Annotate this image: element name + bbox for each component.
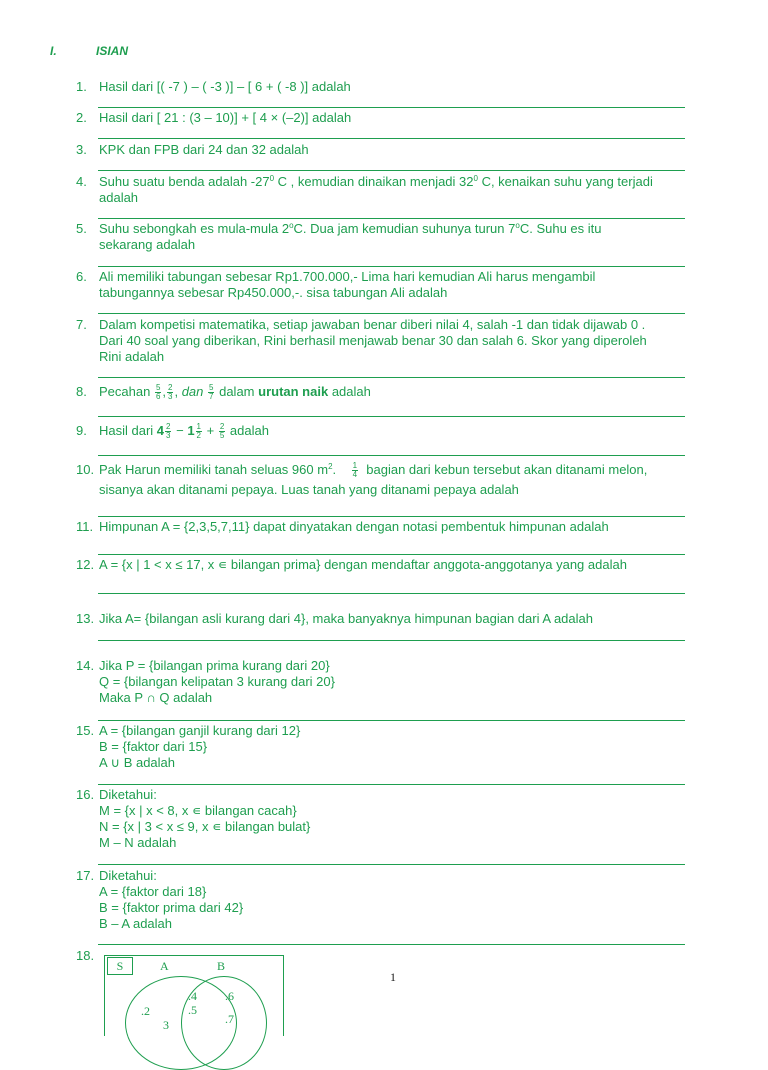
text-segment: adalah: [99, 190, 139, 205]
question-10: [76, 462, 686, 498]
question-number: 8.: [76, 384, 87, 399]
text-segment: bagian dari kebun tersebut akan ditanami melon,: [359, 462, 648, 477]
text-line: Diketahui:: [99, 868, 157, 883]
answer-line[interactable]: [98, 266, 685, 267]
answer-line[interactable]: [98, 720, 685, 721]
denominator: 6: [155, 392, 161, 402]
section-number: I.: [50, 44, 57, 58]
fraction: [208, 384, 214, 401]
numerator: 1: [196, 422, 201, 432]
question-text: A = {x | 1 < x ≤ 17, x ∊ bilangan prima} dengan mendaftar anggota-anggotanya yang adalah: [99, 557, 627, 572]
text-line: N = {x | 3 < x ≤ 9, x ∊ bilangan bulat}: [99, 819, 311, 834]
text-segment: C. Dua jam kemudian suhunya turun 7: [293, 221, 516, 236]
operator: −: [172, 423, 188, 438]
question-number: 17.: [76, 868, 95, 883]
element: .4: [188, 989, 197, 1003]
element: .2: [141, 1004, 150, 1018]
question-8: [76, 384, 686, 401]
text-segment: dalam: [215, 384, 259, 399]
superscript: 0: [473, 174, 478, 183]
question-text: [99, 868, 686, 932]
question-text: [99, 787, 686, 851]
text-line: A = {bilangan ganjil kurang dari 12}: [99, 723, 301, 738]
emphasis: urutan naik: [258, 384, 329, 399]
whole-number: 1: [187, 423, 195, 438]
whole-number: 4: [156, 423, 165, 438]
text-segment: sisanya akan ditanami pepaya. Luas tanah yang ditanami pepaya adalah: [99, 482, 519, 498]
answer-line[interactable]: [98, 107, 685, 108]
question-text: Hasil dari [ 21 : (3 – 10)] + [ 4 × (–2)] adalah: [99, 110, 352, 125]
text-segment: C , kemudian dinaikan menjadi 32: [274, 174, 474, 189]
text-segment: adalah: [226, 423, 269, 438]
numerator: 5: [209, 383, 214, 393]
text-segment: Suhu suatu benda adalah -27: [99, 174, 270, 189]
answer-line[interactable]: [98, 516, 685, 517]
answer-line[interactable]: [98, 593, 685, 594]
text-segment: Suhu sebongkah es mula-mula 2: [99, 221, 290, 236]
question-15: [76, 723, 686, 771]
text-line: Maka P ∩ Q adalah: [99, 690, 213, 705]
denominator: 7: [209, 392, 214, 402]
denominator: 4: [352, 470, 358, 480]
question-11: [76, 519, 686, 535]
denominator: 3: [168, 392, 173, 402]
question-number: 4.: [76, 174, 87, 189]
question-number: 14.: [76, 658, 95, 673]
question-number: 7.: [76, 317, 87, 332]
section-title: ISIAN: [96, 44, 129, 58]
fraction: [167, 384, 173, 401]
answer-line[interactable]: [98, 944, 685, 945]
text-line: A ∪ B adalah: [99, 755, 176, 770]
question-5: [76, 221, 686, 253]
question-number: 18.: [76, 948, 95, 963]
text-segment: Dalam kompetisi matematika, setiap jawaban benar diberi nilai 4, salah -1 dan tidak dijawab 0 .: [99, 317, 646, 332]
text-line: M – N adalah: [99, 835, 177, 850]
question-number: 3.: [76, 142, 87, 157]
section-heading: [50, 44, 128, 58]
denominator: 2: [196, 431, 201, 441]
set-b-label: B: [217, 959, 226, 973]
question-4: [76, 174, 686, 206]
text-segment: C. Suhu es itu: [519, 221, 602, 236]
question-number: 6.: [76, 269, 87, 284]
text-line: Jika P = {bilangan prima kurang dari 20}: [99, 658, 330, 673]
question-12: [76, 557, 686, 573]
text-segment: Rini adalah: [99, 349, 165, 364]
question-text: Pecahan $\frac{5}{6}$ , $\frac{2}{3}$ , dan $\frac{5}{7}$ dalam urutan naik adalah: [99, 383, 371, 402]
question-text: [99, 658, 686, 706]
text-segment: sekarang adalah: [99, 237, 196, 252]
element: .5: [188, 1003, 197, 1017]
answer-line[interactable]: [98, 416, 685, 417]
element: 3: [163, 1018, 169, 1032]
superscript: o: [515, 221, 520, 230]
text-line: A = {faktor dari 18}: [99, 884, 207, 899]
question-text: Himpunan A = {2,3,5,7,11} dapat dinyatakan dengan notasi pembentuk himpunan adalah: [99, 519, 609, 534]
fraction: [352, 462, 358, 479]
question-1: [76, 79, 686, 95]
text-line: M = {x | x < 8, x ∊ bilangan cacah}: [99, 803, 297, 818]
question-number: 2.: [76, 110, 87, 125]
text-segment: tabungannya sebesar Rp450.000,-. sisa tabungan Ali adalah: [99, 285, 448, 300]
text-segment: dan: [181, 384, 204, 399]
text-line: B = {faktor prima dari 42}: [99, 900, 244, 915]
question-2: [76, 110, 686, 126]
text-line: Diketahui:: [99, 787, 157, 802]
denominator: 5: [219, 431, 225, 441]
answer-line[interactable]: [98, 170, 685, 171]
question-17: [76, 868, 686, 932]
answer-line[interactable]: [98, 554, 685, 555]
answer-line[interactable]: [98, 640, 685, 641]
numerator: 2: [166, 422, 171, 432]
question-text: [99, 723, 686, 771]
text-segment: Dari 40 soal yang diberikan, Rini berhasil menjawab benar 30 dan salah 6. Skor yang diperoleh: [99, 333, 647, 348]
question-number: 9.: [76, 423, 87, 438]
superscript: o: [289, 221, 294, 230]
answer-line[interactable]: [98, 218, 685, 219]
question-text: KPK dan FPB dari 24 dan 32 adalah: [99, 142, 309, 157]
numerator: 2: [219, 422, 225, 432]
text-segment: Hasil dari: [99, 423, 157, 438]
fraction: [155, 384, 161, 401]
question-3: [76, 142, 686, 158]
answer-line[interactable]: [98, 377, 685, 378]
superscript: 0: [269, 174, 275, 183]
numerator: 5: [155, 383, 161, 393]
text-line: B – A adalah: [99, 916, 173, 931]
text-segment: Pecahan: [99, 384, 154, 399]
numerator: 2: [168, 383, 173, 393]
question-number: 12.: [76, 557, 95, 572]
question-7: [76, 317, 686, 365]
question-6: [76, 269, 686, 301]
page-number: 1: [390, 970, 396, 984]
question-text: [99, 269, 686, 301]
question-text: Hasil dari [( -7 ) – ( -3 )] – [ 6 + ( -8 )] adalah: [99, 79, 351, 94]
fraction: [165, 423, 171, 440]
fraction: [219, 423, 225, 440]
text-segment: Ali memiliki tabungan sebesar Rp1.700.000,- Lima hari kemudian Ali harus mengambil: [99, 269, 596, 284]
question-number: 1.: [76, 79, 87, 94]
text-segment: .: [332, 462, 351, 477]
question-number: 5.: [76, 221, 87, 236]
text-line: B = {faktor dari 15}: [99, 739, 208, 754]
question-text: [99, 317, 686, 365]
question-text: [99, 174, 686, 206]
universe-label: S: [107, 957, 133, 975]
superscript: 2: [328, 462, 333, 471]
denominator: 3: [166, 431, 171, 441]
question-text: [99, 423, 686, 440]
question-number: 10.: [76, 462, 95, 477]
answer-line[interactable]: [98, 784, 685, 785]
text-segment: adalah: [328, 384, 371, 399]
question-number: 16.: [76, 787, 95, 802]
question-number: 11.: [76, 519, 94, 534]
set-a-label: A: [160, 959, 169, 973]
numerator: 1: [352, 461, 358, 471]
fraction: [196, 423, 202, 440]
question-16: [76, 787, 686, 851]
element: .7: [225, 1012, 234, 1026]
answer-line[interactable]: [98, 313, 685, 314]
question-9: [76, 423, 686, 440]
text-segment: C, kenaikan suhu yang terjadi: [477, 174, 653, 189]
question-number: 15.: [76, 723, 95, 738]
question-text: Jika A= {bilangan asli kurang dari 4}, maka banyaknya himpunan bagian dari A adalah: [99, 611, 593, 626]
operator: +: [203, 423, 218, 438]
element: .6: [225, 989, 234, 1003]
answer-line[interactable]: [98, 138, 685, 139]
question-13: [76, 611, 686, 627]
answer-line[interactable]: [98, 455, 685, 456]
text-line: Q = {bilangan kelipatan 3 kurang dari 20}: [99, 674, 335, 689]
question-text: [99, 462, 686, 498]
question-text: [99, 221, 686, 253]
question-number: 13.: [76, 611, 95, 626]
answer-line[interactable]: [98, 864, 685, 865]
question-14: [76, 658, 686, 706]
text-segment: Pak Harun memiliki tanah seluas 960 m: [99, 462, 329, 477]
